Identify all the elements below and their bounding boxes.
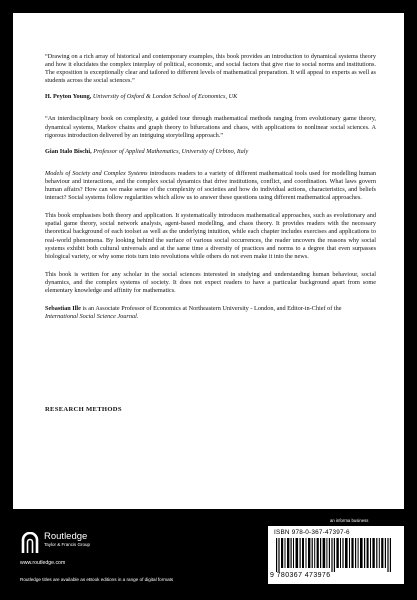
publisher-logo (20, 532, 260, 554)
isbn-label: ISBN 978-0-367-47397-6 (274, 529, 350, 536)
publisher-block (20, 512, 260, 572)
publisher-group: Taylor & Francis Group (44, 542, 91, 547)
isbn-barcode (268, 526, 404, 584)
endorser-2-name: Gian Italo Bischi (45, 147, 91, 155)
description-paragraph-1-text: introduces readers to a variety of different mathematical tools used for modelling human behaviour and interactions, and the complex social dynamics that drive institutions, conflict, and coordination. What laws govern human affairs? How can we make sense of the complexity of societies and how do individual actions, characteristics, and beliefs interact? Social systems follow regularities which allow us to answer these questions using different mathematical approaches. (45, 169, 376, 202)
endorser-2-affiliation: Professor of Applied Mathematics, University of Urbino, Italy (93, 147, 249, 155)
author-name: Sebastian Ille (45, 305, 81, 313)
author-bio-text-2: . (136, 313, 139, 321)
endorser-2: Gian Italo Bischi, Professor of Applied Mathematics, University of Urbino, Italy (45, 147, 249, 155)
description-paragraph-1 (45, 170, 376, 202)
endorsement-quote-2: “An interdisciplinary book on complexity, a guided tour through mathematical methods ranging from evolutionary game theory, dynamical systems, Markov chains and graph theory to bifurcations and chaos, with applications to nonlinear social sciences. A rigorous introduction delivered by an intriguing storytelling approach.” (45, 115, 376, 139)
author-bio-text-1: is an Associate Professor of Economics at Northeastern University - London, and Editor-in-Chief of the (80, 305, 342, 313)
text-panel (13, 13, 404, 509)
endorser-1-affiliation: University of Oxford & London School of Economics, UK (92, 93, 238, 101)
barcode-icon (276, 538, 396, 572)
routledge-logo-icon (20, 532, 40, 554)
description-paragraph-2: This book emphasises both theory and application. It systematically introduces mathematical approaches, such as evolutionary and spatial game theory, social network analysis, agent-based modelling, and chaos theory. It provides readers with the necessary theoretical background of each toolset as well as the underlying intuition, while each chapter includes exercises and applications to real-world phenomena. By looking behind the surface of various social occurrences, the reader uncovers the reasons why social systems exhibit both cultural universals and at the same time a diversity of practices and norms to a degree that even surpasses biological variety, or why some riots turn into revolutions while others do not even make it into the news. (45, 212, 376, 260)
informa-tagline: an informa business (330, 518, 369, 523)
publisher-url: www.routledge.com (20, 560, 66, 566)
ebook-note: Routledge titles are available as eBook editions in a range of digital formats (20, 577, 174, 582)
endorsement-quote-1: “Drawing on a rich array of historical and contemporary examples, this book provides an introduction to dynamical systems theory and how it elucidates the complex interplay of political, economic, and social factors that give rise to social norms and institutions. The exposition is exceptionally clear and tailored to different levels of mathematical preparation. It will appeal to experts as well as students across the social sciences.” (45, 53, 376, 85)
endorser-1: H. Peyton Young, University of Oxford & London School of Economics, UK (45, 93, 238, 101)
book-title-reference: Models of Society and Complex Systems (45, 169, 148, 177)
barcode-digits: 9 780367 473976 (270, 572, 331, 579)
subject-category: RESEARCH METHODS (45, 406, 122, 413)
journal-name: International Social Science Journal (45, 313, 137, 321)
publisher-name: Routledge (44, 531, 88, 542)
author-bio (45, 305, 376, 321)
endorser-1-name: H. Peyton Young (45, 93, 90, 101)
description-paragraph-3: This book is written for any scholar in the social sciences interested in studying and understanding human behaviour, social dynamics, and the complex systems of society. It does not expect readers to have a particular background apart from some elementary knowledge and affinity for mathematics. (45, 270, 376, 294)
